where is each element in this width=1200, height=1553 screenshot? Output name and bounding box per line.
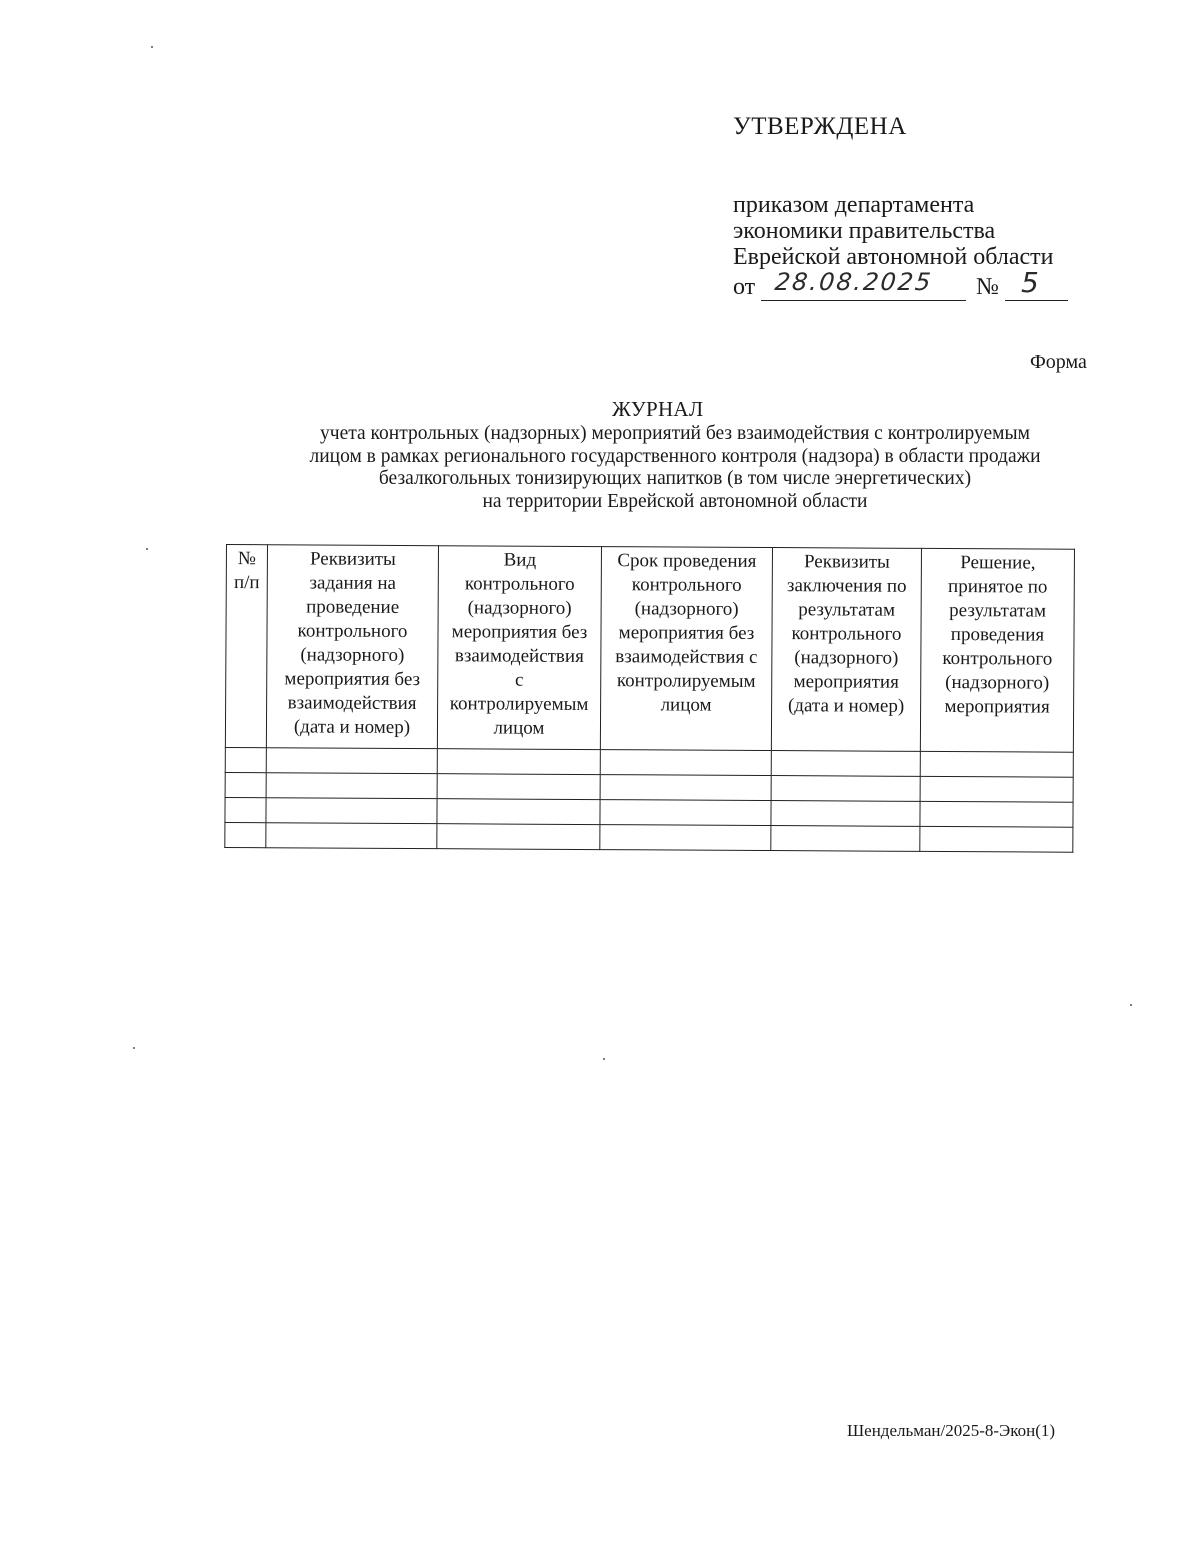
column-header-decision [920, 548, 1074, 752]
header-line: проведение [306, 596, 400, 618]
date-underline [761, 300, 966, 301]
header-line: (дата и номер) [787, 695, 905, 717]
table-cell [266, 773, 437, 799]
header-line: № [237, 548, 257, 570]
table-body [225, 747, 1074, 852]
header-line: взаимодействия [454, 645, 584, 668]
table-cell [225, 772, 266, 797]
table-cell [920, 826, 1073, 852]
scan-speck [151, 46, 153, 48]
approval-block [733, 112, 1113, 306]
header-line: результатам [949, 600, 1047, 622]
table-header-row [225, 545, 1074, 753]
approval-line-1: приказом департамента [733, 192, 975, 218]
table-cell [437, 749, 600, 775]
table-cell [225, 822, 266, 847]
header-line: лицом [493, 717, 545, 739]
table-cell [437, 799, 600, 825]
header-line: (надзорного) [794, 647, 899, 669]
footer-reference: Шендельман/2025-8-Экон(1) [847, 1421, 1056, 1440]
header-line: контрольного [791, 623, 902, 645]
header-line: Срок проведения [617, 550, 757, 572]
table-cell [771, 776, 920, 802]
table-cell [437, 774, 600, 800]
column-header-task-details [266, 545, 438, 749]
subtitle-line: безалкогольных тонизирующих напитков (в том числе энергетических) [378, 468, 972, 489]
header-line: взаимодействия с [615, 646, 758, 668]
table-cell [266, 798, 437, 824]
table-row [225, 822, 1073, 852]
header-line: контрольного [942, 648, 1053, 670]
header-line: Реквизиты [803, 551, 890, 573]
table-cell [920, 801, 1073, 827]
table-cell [225, 797, 266, 822]
form-label: Форма [1030, 351, 1087, 373]
header-line: контролируемым [449, 693, 589, 716]
header-line: (надзорного) [300, 644, 405, 666]
table-cell [600, 775, 771, 801]
header-line: взаимодействия [287, 692, 417, 715]
table-cell [600, 825, 771, 851]
subtitle-line: учета контрольных (надзорных) мероприятий без взаимодействия с контролируемым [320, 423, 1030, 444]
handwritten-number: 5 [1021, 266, 1039, 299]
table-cell [920, 751, 1073, 777]
header-line: контрольного [464, 573, 575, 595]
header-line: контрольного [631, 574, 742, 596]
header-line: проведения [950, 624, 1045, 646]
number-label: № [976, 274, 999, 300]
header-line: Решение, [960, 552, 1036, 574]
approval-date-row [733, 266, 1113, 306]
header-line: мероприятия [793, 671, 899, 693]
table-cell [771, 751, 920, 777]
header-line: заключения по [786, 575, 907, 597]
header-line: результатам [798, 599, 896, 621]
table-cell [771, 826, 920, 852]
header-line: мероприятия без [284, 668, 421, 691]
header-line: (дата и номер) [293, 716, 411, 739]
number-underline [1005, 300, 1068, 301]
header-line: мероприятия без [618, 622, 755, 644]
header-line: мероприятия без [451, 621, 588, 644]
column-header-number [225, 545, 267, 748]
header-line: с [514, 669, 524, 691]
scan-speck [603, 1058, 605, 1060]
header-line: Вид [503, 549, 537, 571]
subtitle-line: лицом в рамках регионального государственного контроля (надзора) в области продажи [309, 445, 1041, 467]
header-line: контрольного [297, 620, 408, 643]
table-cell [600, 750, 771, 776]
header-line: принятое по [948, 576, 1048, 598]
table-cell [600, 800, 771, 826]
scan-speck [133, 1047, 135, 1049]
handwritten-date: 28.08.2025 [773, 268, 934, 296]
table-cell [437, 824, 600, 850]
approval-line-2: экономики правительства [733, 218, 996, 244]
journal-table [224, 544, 1075, 853]
header-line: задания на [309, 572, 397, 594]
table-cell [266, 823, 437, 849]
header-line: п/п [233, 572, 260, 594]
header-line: контролируемым [616, 670, 756, 692]
table-cell [266, 748, 437, 774]
header-line: (надзорного) [634, 598, 739, 620]
header-line: лицом [660, 694, 712, 716]
column-header-event-period [600, 547, 772, 751]
approval-heading: УТВЕРЖДЕНА [733, 113, 907, 140]
column-header-event-type [437, 546, 601, 750]
header-line: Реквизиты [309, 548, 396, 570]
column-header-conclusion-details [771, 548, 921, 752]
subtitle-line: на территории Еврейской автономной области [482, 490, 868, 512]
scan-speck [146, 548, 148, 550]
document-subtitle [230, 423, 1120, 513]
from-label: от [733, 274, 756, 300]
document-title: ЖУРНАЛ [612, 397, 704, 421]
scan-speck [1130, 1004, 1132, 1006]
table-cell [920, 776, 1073, 802]
table-cell [771, 801, 920, 827]
header-line: (надзорного) [467, 597, 572, 619]
table-cell [225, 747, 266, 772]
header-line: мероприятия [944, 696, 1050, 718]
approval-line-3: Еврейской автономной области [733, 244, 1054, 270]
header-line: (надзорного) [945, 672, 1050, 694]
